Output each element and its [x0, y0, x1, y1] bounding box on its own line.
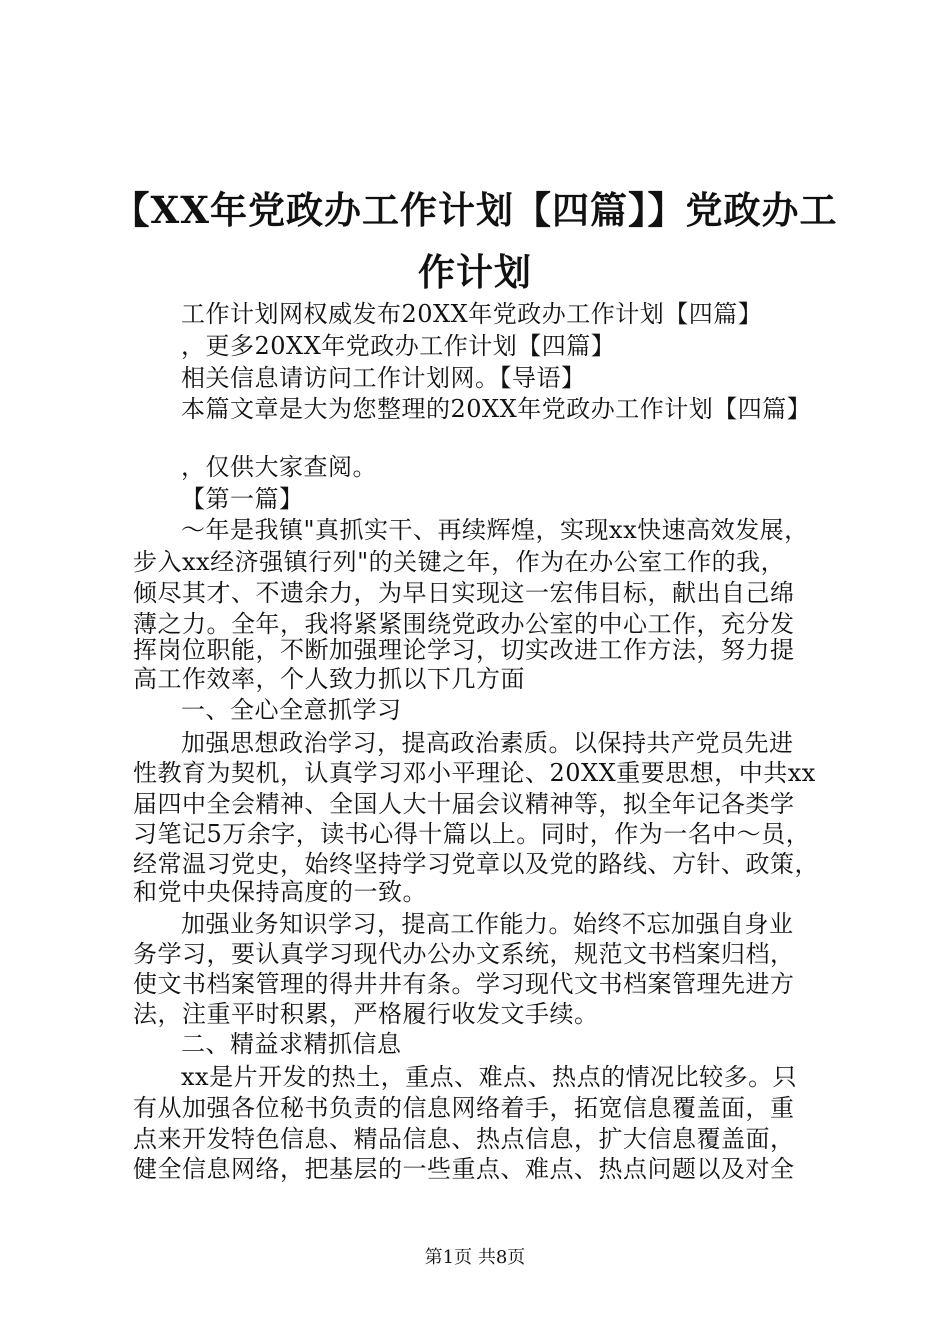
paragraph-line: 经常温习党史，始终坚持学习党章以及党的路线、方针、政策， — [133, 850, 819, 878]
paragraph-line: 性教育为契机，认真学习邓小平理论、20XX重要思想，中共xx — [133, 759, 816, 787]
section-heading: 一、全心全意抓学习 — [181, 696, 402, 724]
paragraph-line: 加强业务知识学习，提高工作能力。始终不忘加强自身业 — [181, 910, 794, 938]
paragraph-line: 和党中央保持高度的一致。 — [133, 878, 427, 906]
paragraph-line: 习笔记5万余字，读书心得十篇以上。同时，作为一名中～员， — [133, 820, 811, 848]
paragraph-line: 使文书档案管理的得井井有条。学习现代文书档案管理先进方 — [133, 970, 795, 998]
page-number-footer: 第1页 共8页 — [424, 1247, 526, 1268]
intro-line: 相关信息请访问工作计划网。【导语】 — [181, 364, 586, 392]
paragraph-line: 薄之力。全年，我将紧紧围绕党政办公室的中心工作，充分发 — [133, 610, 795, 638]
paragraph-line: 挥岗位职能，不断加强理论学习，切实改进工作方法，努力提 — [133, 636, 795, 664]
paragraph-line: 高工作效率，个人致力抓以下几方面 — [133, 665, 525, 693]
document-title-line-1: 【XX年党政办工作计划【四篇】】党政办工 — [112, 188, 838, 232]
intro-line: ，更多20XX年党政办工作计划【四篇】 — [181, 332, 616, 360]
section-heading: 二、精益求精抓信息 — [181, 1030, 402, 1058]
paragraph-line: 倾尽其才、不遗余力，为早日实现这一宏伟目标，献出自己绵 — [133, 579, 795, 607]
paragraph-line: 届四中全会精神、全国人大十届会议精神等，拟全年记各类学 — [133, 790, 795, 818]
paragraph-line: xx是片开发的热土，重点、难点、热点的情况比较多。只 — [181, 1063, 798, 1091]
paragraph-line: ～年是我镇"真抓实干、再续辉煌，实现xx快速高效发展， — [181, 516, 809, 544]
paragraph-line: 健全信息网络，把基层的一些重点、难点、热点问题以及对全 — [133, 1155, 795, 1183]
paragraph-line: 点来开发特色信息、精品信息、热点信息，扩大信息覆盖面， — [133, 1125, 795, 1153]
section-label: 【第一篇】 — [181, 485, 304, 513]
intro-line: 本篇文章是大为您整理的20XX年党政办工作计划【四篇】 — [181, 395, 812, 423]
paragraph-line: 法，注重平时积累，严格履行收发文手续。 — [133, 1000, 599, 1028]
paragraph-line: 务学习，要认真学习现代办公办文系统，规范文书档案归档， — [133, 940, 795, 968]
intro-line: 工作计划网权威发布20XX年党政办工作计划【四篇】 — [181, 300, 763, 328]
intro-line: ，仅供大家查阅。 — [181, 453, 377, 481]
paragraph-line: 有从加强各位秘书负责的信息网络着手，拓宽信息覆盖面，重 — [133, 1094, 795, 1122]
paragraph-line: 步入xx经济强镇行列"的关键之年，作为在办公室工作的我， — [133, 548, 786, 576]
paragraph-line: 加强思想政治学习，提高政治素质。以保持共产党员先进 — [181, 729, 794, 757]
document-title-line-2: 作计划 — [418, 250, 532, 294]
